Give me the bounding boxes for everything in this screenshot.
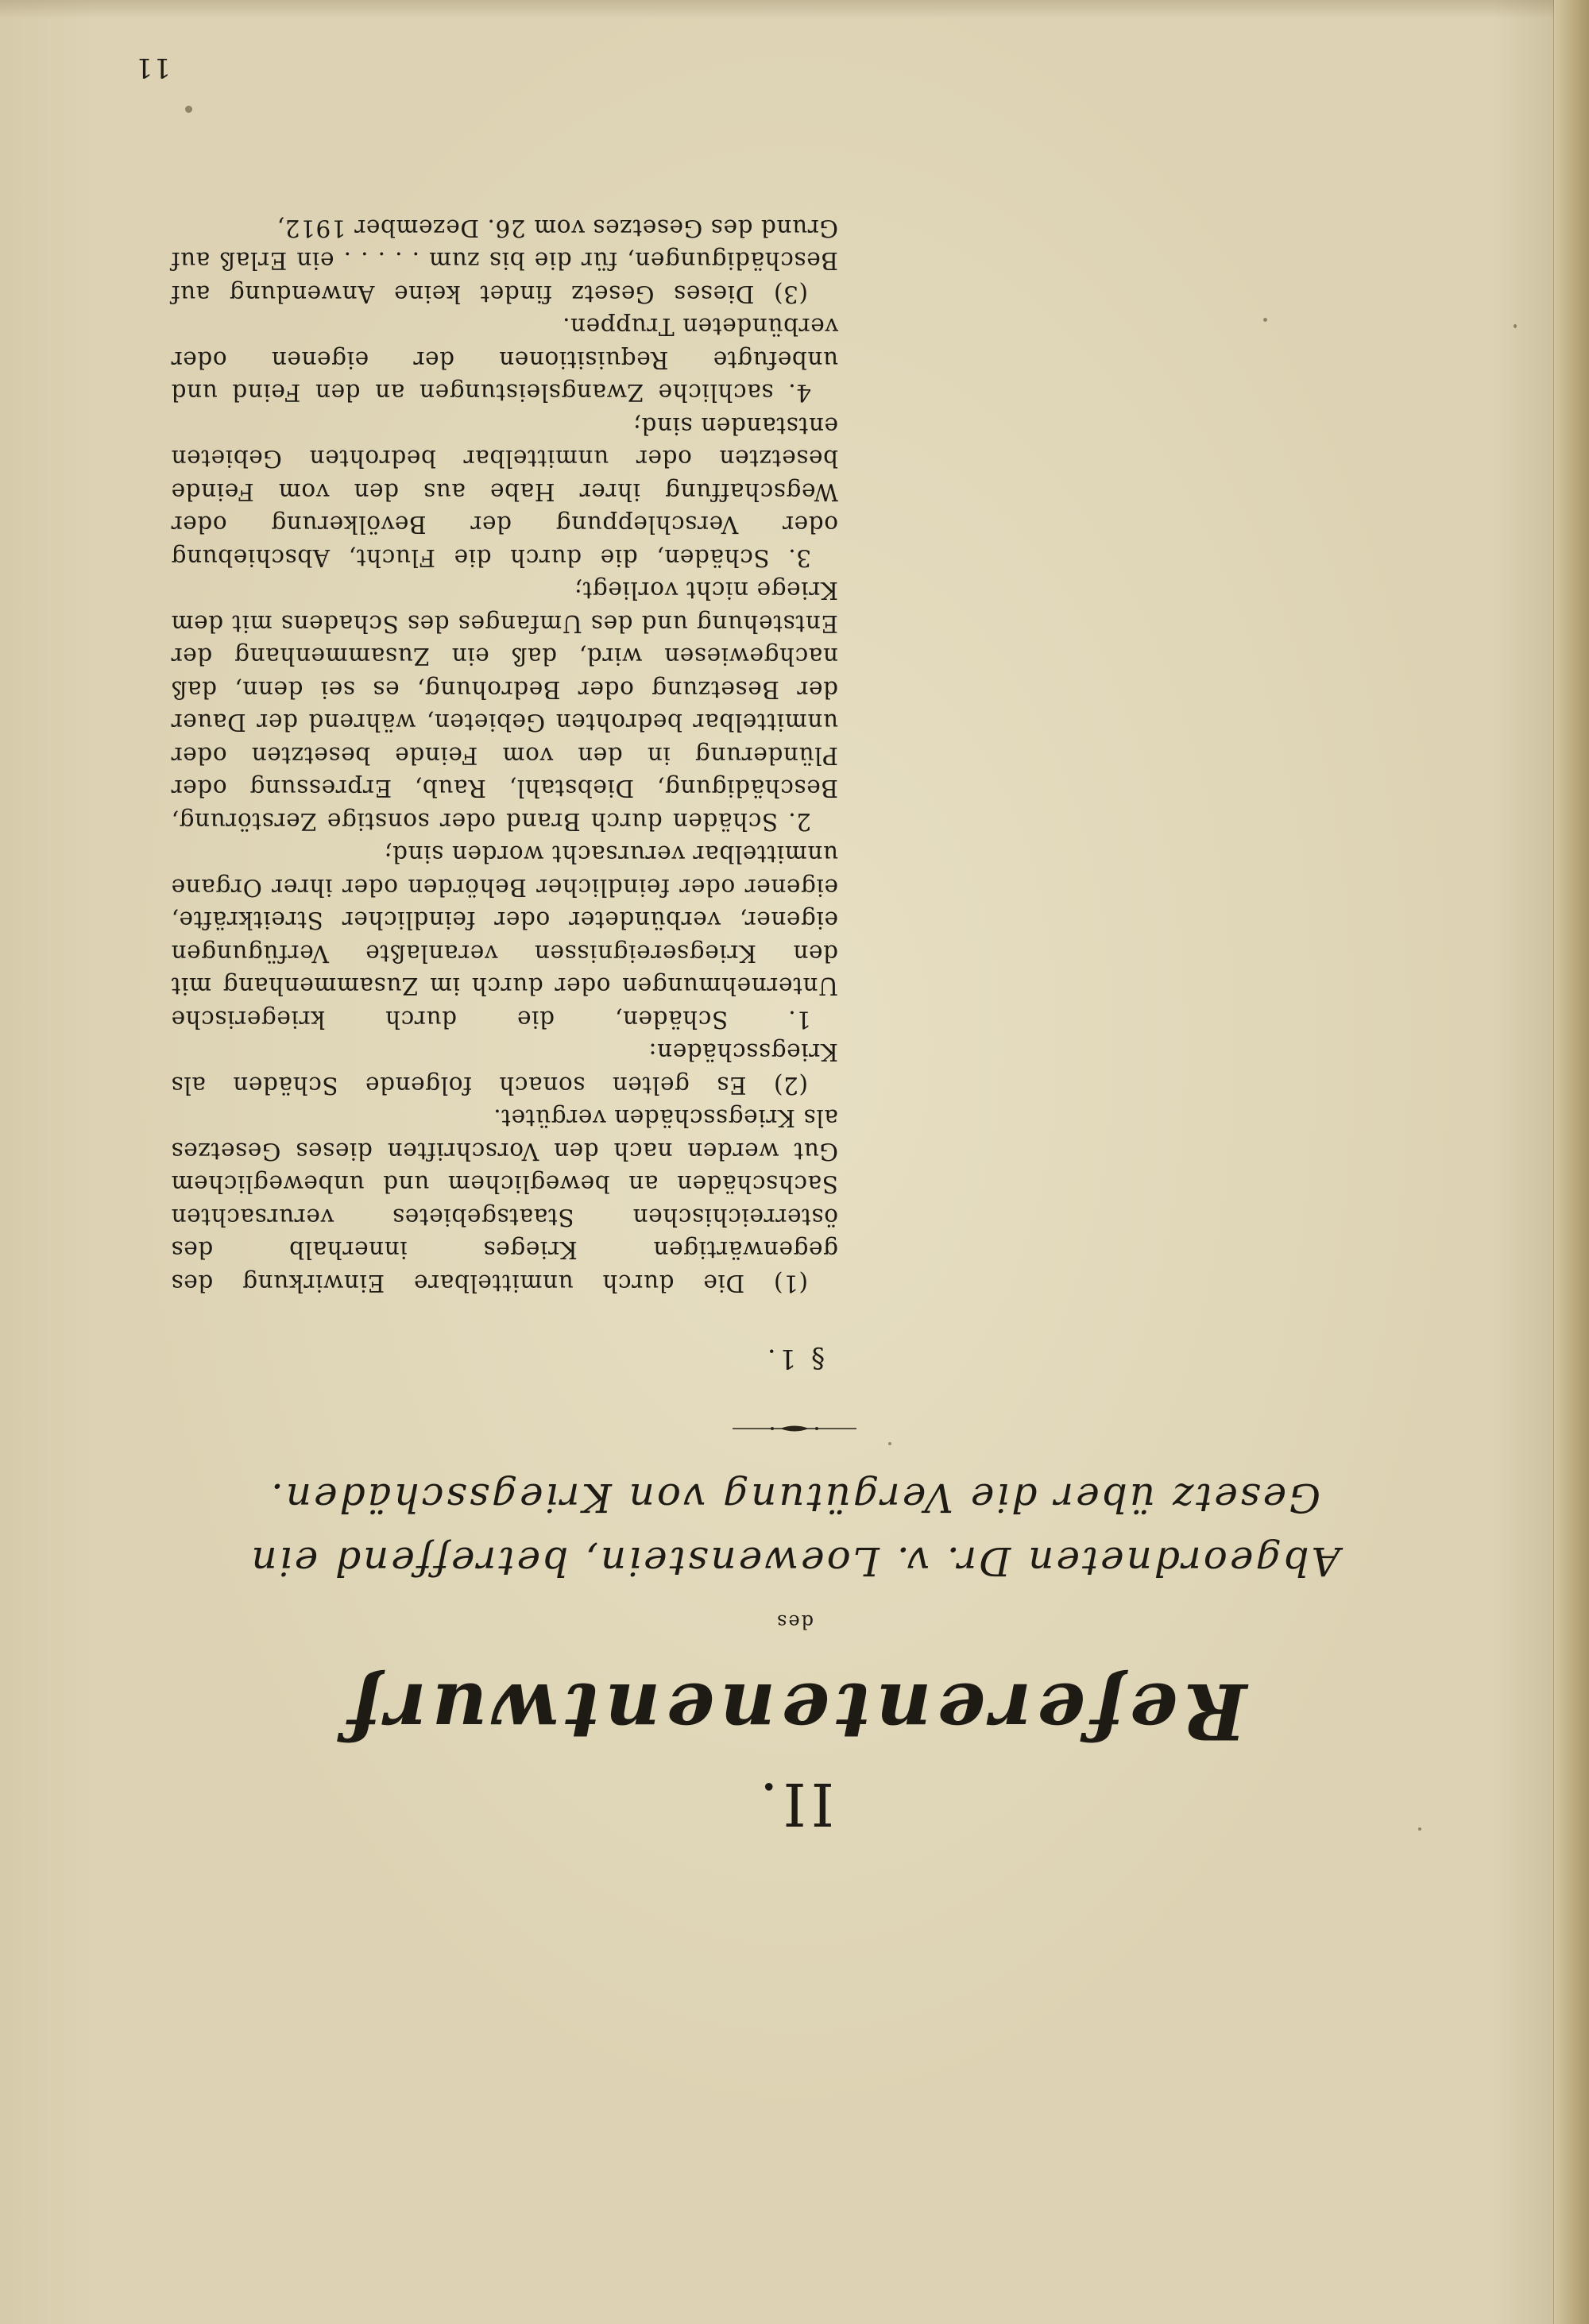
list-item: 3. Schäden, die durch die Flucht, Abschiebung oder Verschleppung der Bevölkerung oder Wegschaffung ihrer Habe aus den vom Feinde besetzten oder unmittelbar bedrohten Gebieten entstanden sind;	[171, 412, 838, 571]
legal-text-column	[171, 211, 838, 1300]
ink-speck	[185, 106, 192, 113]
list-item: 1. Schäden, die durch kriegerische Unternehmungen oder durch im Zusammenhang mit den Kriegsereignissen veranlaßte Verfügungen eigener, verbündeter oder feindlicher Streitkräfte, eigener oder feindlicher Behörden oder ihrer Organe unmittelbar verursacht worden sind;	[171, 841, 838, 1033]
ink-speck	[1418, 1827, 1421, 1831]
paragraph-1: (1) Die durch unmittelbare Einwirkung des gegenwärtigen Krieges innerhalb des österreichischen Staatsgebietes verursachten Sachschäden an beweglichem und unbeweglichem Gut werden nach den Vorschriften dieses Gesetzes als Kriegsschäden vergütet.	[171, 1104, 838, 1297]
title-connector: des	[775, 1611, 814, 1633]
ink-speck	[1263, 318, 1267, 322]
document-subtitle: Abgeordneten Dr. v. Loewenstein, betreffend ein Gesetz über die Vergütung von Kriegsschäden.	[249, 1475, 1340, 1584]
ink-speck	[888, 1442, 891, 1445]
list-item: 4. sachliche Zwangsleistungen an den Feind und unbefugte Requisitionen der eigenen oder verbündeten Truppen.	[171, 313, 838, 407]
list-item: 2. Schäden durch Brand oder sonstige Zerstörung, Beschädigung, Diebstahl, Raub, Erpressung oder Plünderung in den vom Feinde besetzten oder unmittelbar bedrohten Gebieten, während der Dauer der Besetzung oder Bedrohung, es sei denn, daß nachgewiesen wird, daß ein Zusammenhang der Entstehung und des Umfanges des Schadens mit dem Kriege nicht vorliegt;	[171, 577, 838, 835]
document-title: Referentenentwurf	[342, 1666, 1247, 1756]
paragraph-2: (2) Es gelten sonach folgende Schäden als Kriegsschäden:	[171, 1038, 838, 1099]
section-heading: § 1.	[764, 1343, 825, 1375]
ink-speck	[1514, 324, 1517, 328]
section-roman-numeral: II.	[755, 1769, 834, 1838]
page-number: 11	[134, 52, 171, 83]
ornamental-divider	[731, 1423, 858, 1434]
paragraph-3: (3) Dieses Gesetz findet keine Anwendung auf Beschädigungen, für die bis zum . . . . . ein Erlaß auf Grund des Gesetzes vom 26. Dezember 1912,	[171, 215, 838, 307]
